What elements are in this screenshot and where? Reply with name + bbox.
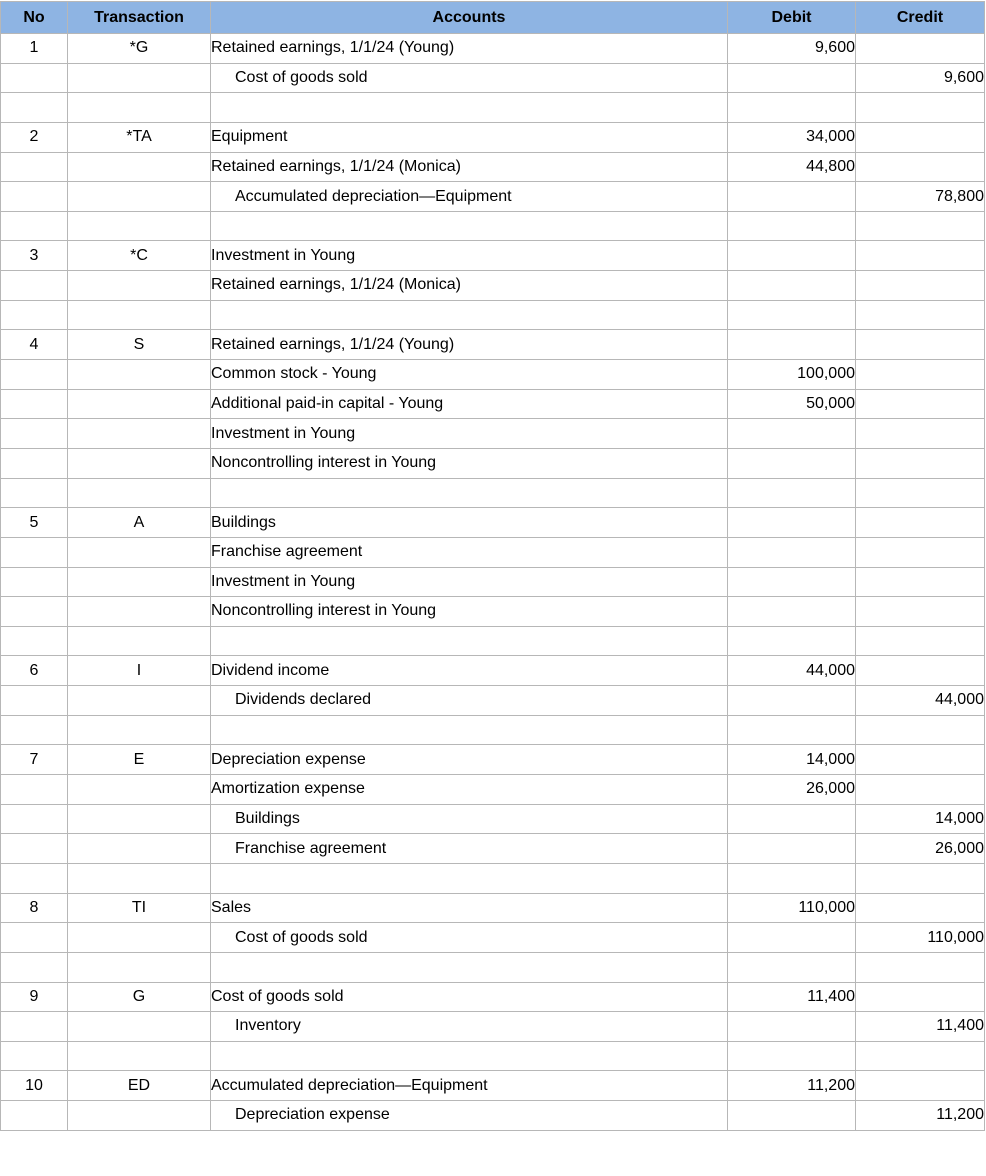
cell-no[interactable]: 9: [1, 982, 68, 1012]
cell-transaction[interactable]: [68, 93, 211, 123]
cell-credit[interactable]: [856, 448, 985, 478]
cell-transaction[interactable]: [68, 478, 211, 508]
cell-credit[interactable]: [856, 626, 985, 656]
cell-transaction[interactable]: TI: [68, 893, 211, 923]
table-row: [1, 122, 985, 152]
cell-transaction[interactable]: [68, 1101, 211, 1131]
cell-credit[interactable]: [856, 863, 985, 893]
table-row: [1, 1101, 985, 1131]
cell-no[interactable]: [1, 804, 68, 834]
cell-debit[interactable]: 14,000: [728, 745, 856, 775]
cell-transaction[interactable]: [68, 271, 211, 301]
cell-credit[interactable]: [856, 34, 985, 64]
table-row: [1, 952, 985, 982]
cell-account[interactable]: Common stock - Young: [211, 360, 728, 390]
cell-credit[interactable]: [856, 330, 985, 360]
cell-debit[interactable]: [728, 1101, 856, 1131]
cell-account[interactable]: Cost of goods sold: [211, 63, 728, 93]
cell-account[interactable]: Accumulated depreciation—Equipment: [211, 182, 728, 212]
cell-account[interactable]: [211, 478, 728, 508]
cell-transaction[interactable]: G: [68, 982, 211, 1012]
table-row: [1, 182, 985, 212]
cell-account[interactable]: Retained earnings, 1/1/24 (Monica): [211, 271, 728, 301]
cell-credit[interactable]: [856, 715, 985, 745]
cell-account[interactable]: [211, 952, 728, 982]
table-row: [1, 715, 985, 745]
cell-debit[interactable]: [728, 330, 856, 360]
cell-credit[interactable]: 11,200: [856, 1101, 985, 1131]
cell-no[interactable]: [1, 152, 68, 182]
cell-transaction[interactable]: *C: [68, 241, 211, 271]
cell-debit[interactable]: 34,000: [728, 122, 856, 152]
cell-credit[interactable]: 11,400: [856, 1012, 985, 1042]
cell-debit[interactable]: [728, 508, 856, 538]
cell-account[interactable]: Depreciation expense: [211, 745, 728, 775]
cell-credit[interactable]: 110,000: [856, 923, 985, 953]
table-row: [1, 478, 985, 508]
cell-no[interactable]: [1, 1012, 68, 1042]
cell-transaction[interactable]: ED: [68, 1071, 211, 1101]
cell-transaction[interactable]: [68, 300, 211, 330]
cell-no[interactable]: [1, 211, 68, 241]
cell-transaction[interactable]: [68, 182, 211, 212]
cell-no[interactable]: 1: [1, 34, 68, 64]
cell-debit[interactable]: [728, 419, 856, 449]
cell-debit[interactable]: 44,000: [728, 656, 856, 686]
cell-no[interactable]: [1, 567, 68, 597]
cell-account[interactable]: Dividend income: [211, 656, 728, 686]
table-row: [1, 152, 985, 182]
cell-transaction[interactable]: *G: [68, 34, 211, 64]
cell-no[interactable]: [1, 863, 68, 893]
cell-account[interactable]: [211, 211, 728, 241]
cell-transaction[interactable]: [68, 1012, 211, 1042]
cell-no[interactable]: [1, 300, 68, 330]
cell-account[interactable]: Retained earnings, 1/1/24 (Monica): [211, 152, 728, 182]
cell-credit[interactable]: [856, 419, 985, 449]
cell-credit[interactable]: [856, 745, 985, 775]
cell-credit[interactable]: [856, 211, 985, 241]
header-credit[interactable]: Credit: [856, 2, 985, 34]
cell-no[interactable]: [1, 775, 68, 805]
cell-credit[interactable]: [856, 508, 985, 538]
table-row: [1, 537, 985, 567]
table-row: [1, 34, 985, 64]
cell-transaction[interactable]: [68, 211, 211, 241]
table-row: [1, 626, 985, 656]
table-row: [1, 271, 985, 301]
table-row: [1, 982, 985, 1012]
cell-credit[interactable]: [856, 360, 985, 390]
cell-no[interactable]: [1, 834, 68, 864]
cell-debit[interactable]: [728, 300, 856, 330]
cell-account[interactable]: [211, 93, 728, 123]
cell-debit[interactable]: [728, 271, 856, 301]
cell-no[interactable]: [1, 923, 68, 953]
cell-no[interactable]: [1, 419, 68, 449]
table-row: [1, 804, 985, 834]
cell-credit[interactable]: [856, 893, 985, 923]
cell-credit[interactable]: [856, 982, 985, 1012]
table-row: [1, 863, 985, 893]
cell-transaction[interactable]: I: [68, 656, 211, 686]
cell-account[interactable]: Amortization expense: [211, 775, 728, 805]
cell-debit[interactable]: 50,000: [728, 389, 856, 419]
table-row: [1, 1041, 985, 1071]
cell-debit[interactable]: [728, 93, 856, 123]
cell-debit[interactable]: 100,000: [728, 360, 856, 390]
header-accounts[interactable]: Accounts: [211, 2, 728, 34]
cell-transaction[interactable]: [68, 360, 211, 390]
cell-debit[interactable]: [728, 537, 856, 567]
cell-no[interactable]: 10: [1, 1071, 68, 1101]
cell-transaction[interactable]: [68, 63, 211, 93]
cell-account[interactable]: Sales: [211, 893, 728, 923]
header-debit[interactable]: Debit: [728, 2, 856, 34]
cell-no[interactable]: 3: [1, 241, 68, 271]
table-row: [1, 389, 985, 419]
table-row: [1, 656, 985, 686]
table-row: [1, 300, 985, 330]
cell-debit[interactable]: 11,200: [728, 1071, 856, 1101]
journal-table: [0, 1, 985, 1131]
cell-account[interactable]: Buildings: [211, 508, 728, 538]
cell-transaction[interactable]: S: [68, 330, 211, 360]
cell-transaction[interactable]: [68, 834, 211, 864]
cell-credit[interactable]: [856, 597, 985, 627]
cell-debit[interactable]: [728, 241, 856, 271]
cell-debit[interactable]: [728, 1041, 856, 1071]
cell-account[interactable]: Investment in Young: [211, 419, 728, 449]
cell-no[interactable]: 6: [1, 656, 68, 686]
cell-no[interactable]: [1, 271, 68, 301]
cell-debit[interactable]: [728, 478, 856, 508]
cell-transaction[interactable]: [68, 152, 211, 182]
cell-credit[interactable]: [856, 656, 985, 686]
cell-no[interactable]: 5: [1, 508, 68, 538]
cell-no[interactable]: [1, 626, 68, 656]
cell-debit[interactable]: 11,400: [728, 982, 856, 1012]
cell-account[interactable]: Noncontrolling interest in Young: [211, 448, 728, 478]
cell-account[interactable]: [211, 715, 728, 745]
cell-debit[interactable]: [728, 63, 856, 93]
cell-credit[interactable]: 14,000: [856, 804, 985, 834]
cell-transaction[interactable]: [68, 448, 211, 478]
cell-transaction[interactable]: [68, 567, 211, 597]
cell-credit[interactable]: [856, 389, 985, 419]
cell-no[interactable]: [1, 686, 68, 716]
cell-transaction[interactable]: [68, 952, 211, 982]
table-row: [1, 419, 985, 449]
cell-debit[interactable]: 9,600: [728, 34, 856, 64]
cell-no[interactable]: [1, 389, 68, 419]
cell-account[interactable]: Depreciation expense: [211, 1101, 728, 1131]
cell-transaction[interactable]: [68, 775, 211, 805]
cell-account[interactable]: Dividends declared: [211, 686, 728, 716]
header-row: [1, 2, 985, 34]
cell-transaction[interactable]: E: [68, 745, 211, 775]
table-row: [1, 567, 985, 597]
cell-no[interactable]: [1, 952, 68, 982]
cell-account[interactable]: Cost of goods sold: [211, 982, 728, 1012]
cell-account[interactable]: Investment in Young: [211, 567, 728, 597]
cell-no[interactable]: [1, 360, 68, 390]
cell-transaction[interactable]: A: [68, 508, 211, 538]
cell-transaction[interactable]: [68, 863, 211, 893]
table-row: [1, 508, 985, 538]
cell-account[interactable]: Accumulated depreciation—Equipment: [211, 1071, 728, 1101]
cell-debit[interactable]: [728, 211, 856, 241]
cell-credit[interactable]: 26,000: [856, 834, 985, 864]
cell-account[interactable]: Retained earnings, 1/1/24 (Young): [211, 330, 728, 360]
cell-debit[interactable]: 44,800: [728, 152, 856, 182]
cell-credit[interactable]: [856, 775, 985, 805]
cell-no[interactable]: [1, 448, 68, 478]
cell-transaction[interactable]: [68, 419, 211, 449]
cell-account[interactable]: Noncontrolling interest in Young: [211, 597, 728, 627]
cell-credit[interactable]: [856, 152, 985, 182]
cell-account[interactable]: [211, 863, 728, 893]
cell-transaction[interactable]: [68, 537, 211, 567]
cell-debit[interactable]: [728, 952, 856, 982]
cell-credit[interactable]: [856, 537, 985, 567]
table-row: [1, 893, 985, 923]
cell-account[interactable]: Retained earnings, 1/1/24 (Young): [211, 34, 728, 64]
cell-debit[interactable]: 26,000: [728, 775, 856, 805]
table-row: [1, 745, 985, 775]
cell-account[interactable]: Investment in Young: [211, 241, 728, 271]
cell-debit[interactable]: [728, 567, 856, 597]
table-row: [1, 330, 985, 360]
cell-credit[interactable]: [856, 93, 985, 123]
cell-debit[interactable]: [728, 923, 856, 953]
cell-transaction[interactable]: [68, 715, 211, 745]
cell-account[interactable]: Buildings: [211, 804, 728, 834]
table-row: [1, 360, 985, 390]
cell-account[interactable]: Inventory: [211, 1012, 728, 1042]
cell-debit[interactable]: [728, 863, 856, 893]
cell-credit[interactable]: 78,800: [856, 182, 985, 212]
table-row: [1, 597, 985, 627]
cell-debit[interactable]: [728, 448, 856, 478]
cell-credit[interactable]: 44,000: [856, 686, 985, 716]
cell-debit[interactable]: [728, 686, 856, 716]
cell-credit[interactable]: [856, 1041, 985, 1071]
table-row: [1, 686, 985, 716]
cell-account[interactable]: Additional paid-in capital - Young: [211, 389, 728, 419]
cell-credit[interactable]: [856, 300, 985, 330]
cell-account[interactable]: [211, 300, 728, 330]
cell-no[interactable]: 4: [1, 330, 68, 360]
table-row: [1, 241, 985, 271]
cell-transaction[interactable]: [68, 626, 211, 656]
cell-debit[interactable]: [728, 804, 856, 834]
table-row: [1, 1071, 985, 1101]
cell-debit[interactable]: 110,000: [728, 893, 856, 923]
cell-credit[interactable]: 9,600: [856, 63, 985, 93]
cell-credit[interactable]: [856, 952, 985, 982]
header-transaction[interactable]: Transaction: [68, 2, 211, 34]
cell-debit[interactable]: [728, 626, 856, 656]
table-row: [1, 211, 985, 241]
cell-account[interactable]: [211, 1041, 728, 1071]
table-row: [1, 923, 985, 953]
cell-account[interactable]: Franchise agreement: [211, 834, 728, 864]
cell-account[interactable]: Equipment: [211, 122, 728, 152]
cell-no[interactable]: [1, 63, 68, 93]
cell-no[interactable]: [1, 715, 68, 745]
journal-body: [1, 34, 985, 1131]
table-row: [1, 775, 985, 805]
cell-transaction[interactable]: [68, 597, 211, 627]
cell-credit[interactable]: [856, 241, 985, 271]
table-row: [1, 93, 985, 123]
header-no[interactable]: No: [1, 2, 68, 34]
cell-transaction[interactable]: [68, 804, 211, 834]
cell-credit[interactable]: [856, 1071, 985, 1101]
cell-transaction[interactable]: [68, 1041, 211, 1071]
cell-credit[interactable]: [856, 271, 985, 301]
cell-no[interactable]: [1, 478, 68, 508]
cell-no[interactable]: [1, 1041, 68, 1071]
cell-no[interactable]: 7: [1, 745, 68, 775]
cell-transaction[interactable]: *TA: [68, 122, 211, 152]
cell-debit[interactable]: [728, 597, 856, 627]
table-row: [1, 834, 985, 864]
table-row: [1, 63, 985, 93]
cell-transaction[interactable]: [68, 389, 211, 419]
cell-account[interactable]: [211, 626, 728, 656]
cell-no[interactable]: [1, 93, 68, 123]
cell-credit[interactable]: [856, 122, 985, 152]
cell-transaction[interactable]: [68, 686, 211, 716]
cell-debit[interactable]: [728, 1012, 856, 1042]
cell-no[interactable]: [1, 597, 68, 627]
cell-account[interactable]: Franchise agreement: [211, 537, 728, 567]
cell-no[interactable]: 2: [1, 122, 68, 152]
cell-debit[interactable]: [728, 182, 856, 212]
cell-no[interactable]: [1, 537, 68, 567]
cell-no[interactable]: 8: [1, 893, 68, 923]
cell-transaction[interactable]: [68, 923, 211, 953]
cell-no[interactable]: [1, 1101, 68, 1131]
cell-debit[interactable]: [728, 715, 856, 745]
cell-account[interactable]: Cost of goods sold: [211, 923, 728, 953]
cell-debit[interactable]: [728, 834, 856, 864]
cell-credit[interactable]: [856, 567, 985, 597]
table-row: [1, 1012, 985, 1042]
table-row: [1, 448, 985, 478]
cell-credit[interactable]: [856, 478, 985, 508]
cell-no[interactable]: [1, 182, 68, 212]
